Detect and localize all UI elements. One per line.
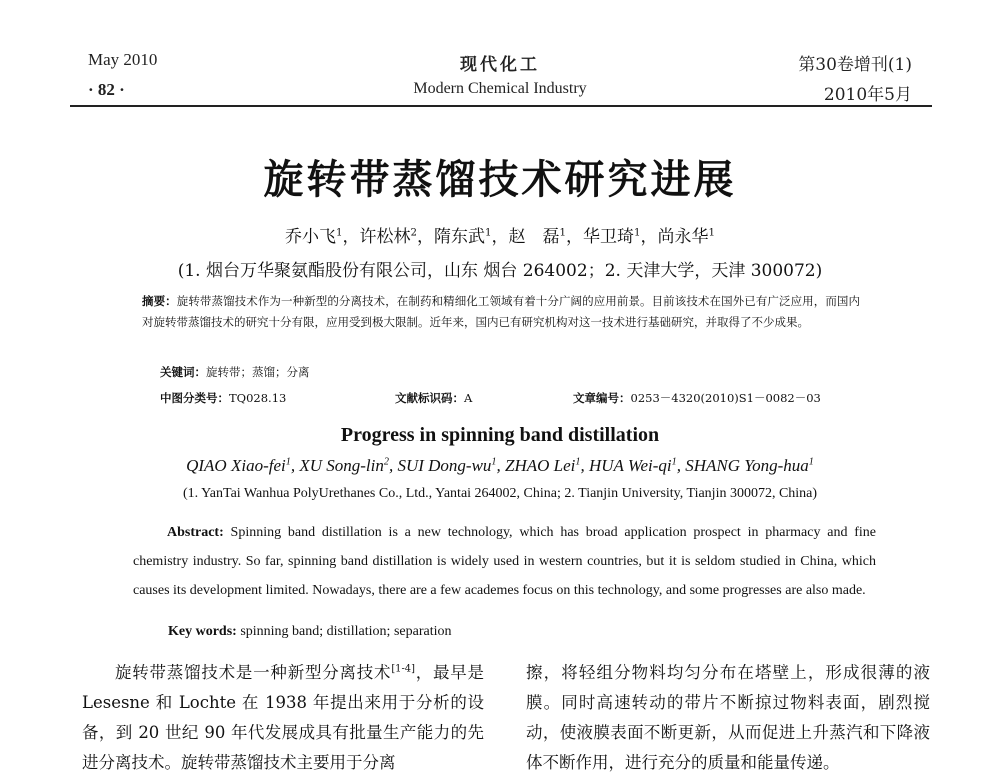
- classification-value: TQ028.13: [229, 391, 287, 405]
- author-name-en: QIAO Xiao-fei: [186, 456, 286, 475]
- article-number: [573, 390, 821, 406]
- citation-ref: [1-4]: [391, 663, 415, 675]
- classification-number: [160, 390, 286, 406]
- author-name: 尚永华: [657, 227, 709, 247]
- author-name-en: HUA Wei-qi: [588, 456, 672, 475]
- author-name: 隋东武: [434, 227, 486, 247]
- body-text: 旋转带蒸馏技术是一种新型分离技术: [115, 663, 392, 682]
- keywords-en: [168, 624, 451, 640]
- header-rule: [70, 105, 932, 107]
- article-number-label: 文章编号：: [573, 391, 631, 405]
- author-name-en: ZHAO Lei: [505, 456, 576, 475]
- page-title: 旋转带蒸馏技术研究进展: [263, 157, 737, 203]
- document-code-value: A: [464, 391, 473, 405]
- keywords-en-text: spinning band; distillation; separation: [240, 624, 452, 639]
- document-code: [395, 390, 472, 406]
- body-text: ，最早是 Lesesne 和 Lochte 在 1938 年提出来用于分析的设备，到 20 世纪 90 年代发展成具有批量生产能力的先进分离技术。旋转带蒸馏技术主要用于分离: [82, 663, 484, 772]
- volume-issue: 第30卷增刊(1): [798, 55, 912, 75]
- keywords-cn: [160, 362, 310, 383]
- abstract-cn-text: 旋转带蒸馏技术作为一种新型的分离技术，在制药和精细化工领域有着十分广阔的应用前景。目前该技术在国外已有广泛应用，而国内对旋转带蒸馏技术的研究十分有限，应用受到极大限制。近年来，国内已有研究机构对这一技术进行基础研究，并取得了不少成果。: [142, 294, 860, 329]
- abstract-cn-label: 摘要：: [142, 294, 177, 308]
- abstract-en-label: Abstract:: [167, 525, 224, 540]
- abstract-en-text: Spinning band distillation is a new technology, which has broad application prospect in pharmacy and fine chemistry industry. So far, spinning band distillation is widely used in western countries, but it is seldom studied in China, which causes its development limited. Nowadays, there are a few academes focus on this technology, and some progresses are also made.: [133, 525, 876, 598]
- body-column-left: [82, 658, 484, 772]
- author-name: 乔小飞: [285, 227, 337, 247]
- author-affil-mark: 2: [383, 456, 389, 468]
- author-name: 赵 磊: [508, 227, 560, 247]
- abstract-en: [133, 518, 876, 605]
- header-date-en: May 2010: [88, 50, 158, 69]
- author-affil-mark: 1: [708, 227, 715, 239]
- author-name: 华卫琦: [582, 227, 634, 247]
- author-list-en: QIAO Xiao-fei$^1$, XU Song-lin$^2$, SUI Dong-$wu^1$, ZHAO Lei$^1$, HUA Wei-$qi^1$, SHANG Yong-hua$^1$: [186, 456, 814, 475]
- keywords-cn-text: 旋转带；蒸馏；分离: [206, 365, 310, 379]
- affiliation-en: (1. YanTai Wanhua PolyUrethanes Co., Ltd., Yantai 264002, China; 2. Tianjin University, Tianjin 300072, China): [182, 486, 818, 501]
- page-number: · 82 ·: [88, 80, 125, 99]
- author-affil-mark: 1: [485, 227, 492, 239]
- author-affil-mark: 1: [633, 227, 641, 239]
- author-affil-mark: 1: [336, 227, 343, 239]
- journal-name-cn: 现代化工: [460, 55, 540, 75]
- author-affil-mark: 2: [410, 227, 418, 239]
- journal-name-en: Modern Chemical Industry: [413, 80, 587, 97]
- abstract-cn: [142, 291, 860, 333]
- author-list-cn: 乔小飞$^1$，许松林$^2$，隋东武$^1$，赵 磊$^1$，华卫琦$^1$，尚永华$^1$: [285, 227, 715, 247]
- author-affil-mark: 1: [491, 456, 497, 468]
- author-name-en: XU Song-lin: [299, 456, 384, 475]
- author-name-en: SUI Dong-wu: [397, 456, 492, 475]
- article-number-value: 0253－4320(2010)S1－0082－03: [630, 391, 821, 405]
- english-title: Progress in spinning band distillation: [340, 424, 660, 446]
- author-affil-mark: 1: [671, 456, 677, 468]
- author-affil-mark: 1: [808, 456, 814, 468]
- keywords-cn-label: 关键词：: [160, 365, 206, 379]
- author-name: 许松林: [359, 227, 411, 247]
- author-affil-mark: 1: [575, 456, 581, 468]
- affiliation-cn: (1. 烟台万华聚氨酯股份有限公司，山东 烟台 264002；2. 天津大学，天津 300072): [177, 261, 823, 281]
- keywords-en-label: Key words:: [168, 624, 237, 639]
- author-affil-mark: 1: [285, 456, 291, 468]
- classification-label: 中图分类号：: [160, 391, 229, 405]
- document-code-label: 文献标识码：: [395, 391, 464, 405]
- author-name-en: SHANG Yong-hua: [685, 456, 809, 475]
- body-column-right: 擦，将轻组分物料均匀分布在塔壁上，形成很薄的液膜。同时高速转动的带片不断掠过物料表面，剧烈搅动，使液膜表面不断更新，从而促进上升蒸汽和下降液体不断作用，进行充分的质量和能量传递。: [526, 663, 930, 772]
- header-date-cn: 2010年5月: [823, 85, 912, 105]
- author-affil-mark: 1: [559, 227, 566, 239]
